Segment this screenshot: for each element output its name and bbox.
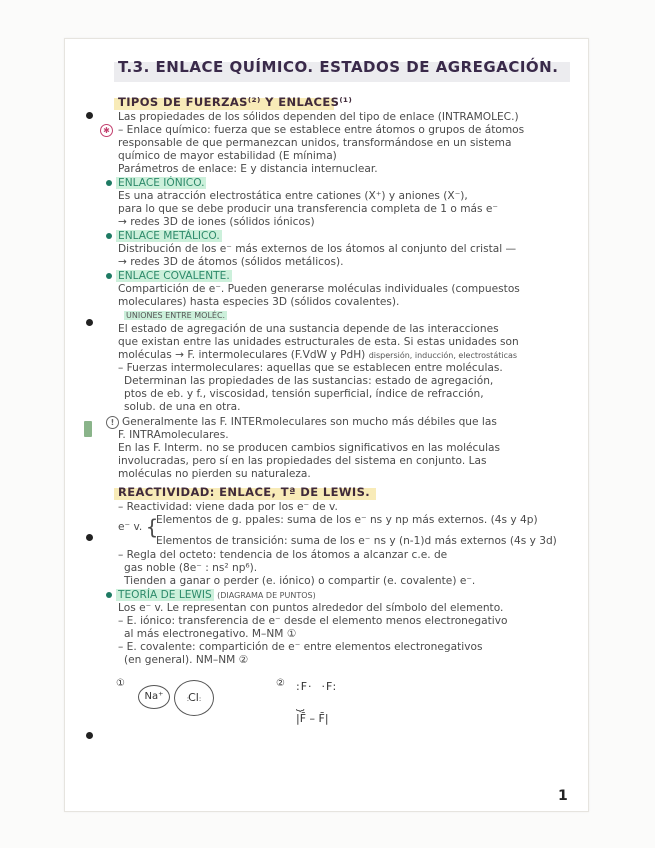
binder-hole	[86, 112, 93, 119]
text-line: Compartición de e⁻. Pueden generarse moléculas individuales (compuestos	[118, 283, 520, 295]
subheading-lewis: TEORÍA DE LEWIS (DIAGRAMA DE PUNTOS)	[106, 589, 316, 602]
text-line: Los e⁻ v. Le representan con puntos alrededor del símbolo del elemento.	[118, 602, 504, 614]
binder-hole	[86, 732, 93, 739]
text-line: químico de mayor estabilidad (E mínima)	[118, 150, 337, 162]
text-line: – Enlace químico: fuerza que se establece entre átomos o grupos de átomos	[118, 124, 525, 136]
asterisk-mark: ✱	[100, 124, 113, 137]
text-line: – E. iónico: transferencia de e⁻ desde el elemento menos electronegativo	[118, 615, 508, 627]
binder-hole	[86, 319, 93, 326]
text-line: Las propiedades de los sólidos dependen del tipo de enlace (INTRAMOLEC.)	[118, 111, 519, 123]
diagram-number: ②	[276, 678, 285, 689]
sodium-ion: Na⁺	[138, 685, 170, 709]
subheading-metalico: ENLACE METÁLICO.	[106, 230, 222, 242]
bullet-icon	[106, 233, 112, 239]
text-line: moleculares) hasta especies 3D (sólidos covalentes).	[118, 296, 400, 308]
page-number: 1	[558, 788, 568, 804]
text-line: solub. de una en otra.	[124, 401, 241, 413]
text-line: involucradas, pero sí en las propiedades del sistema en conjunto. Las	[118, 455, 487, 467]
text-line: Parámetros de enlace: E y distancia internuclear.	[118, 163, 378, 175]
text-line: → redes 3D de iones (sólidos iónicos)	[118, 216, 315, 228]
page-tab-marker	[84, 421, 92, 437]
text-line: Elementos de transición: suma de los e⁻ ns y (n-1)d más externos (4s y 3d)	[156, 535, 557, 547]
subheading-ionico: ENLACE IÓNICO.	[106, 177, 206, 189]
text-line: F. INTRAmoleculares.	[118, 429, 229, 441]
bullet-icon	[106, 180, 112, 186]
text-line: Tienden a ganar o perder (e. iónico) o compartir (e. covalente) e⁻.	[124, 575, 476, 587]
text-line: Es una atracción electrostática entre cationes (X⁺) y aniones (X⁻),	[118, 190, 468, 202]
text-line: – E. covalente: compartición de e⁻ entre elementos electronegativos	[118, 641, 483, 653]
text-line: responsable de que permanezcan unidos, transformándose en un sistema	[118, 137, 512, 149]
text-line: – Reactividad: viene dada por los e⁻ de v.	[118, 501, 338, 513]
bullet-icon	[106, 273, 112, 279]
binder-hole	[86, 534, 93, 541]
subheading-covalente: ENLACE COVALENTE.	[106, 270, 232, 282]
section-heading-fuerzas: TIPOS DE FUERZAS⁽²⁾ Y ENLACES⁽¹⁾	[118, 95, 353, 109]
fluorine-atoms: :F· ·F:	[296, 680, 338, 693]
text-line: – Fuerzas intermoleculares: aquellas que se establecen entre moléculas.	[118, 362, 503, 374]
brace-icon: ⏟	[296, 696, 305, 712]
text-line: al más electronegativo. M–NM ①	[124, 628, 297, 640]
note-mark: !	[106, 416, 119, 429]
text-line: Determinan las propiedades de las sustancias: estado de agregación,	[124, 375, 494, 387]
text-line: El estado de agregación de una sustancia depende de las interacciones	[118, 323, 499, 335]
text-line: gas noble (8e⁻ : ns² np⁶).	[124, 562, 258, 574]
text-line: (en general). NM–NM ②	[124, 654, 249, 666]
label-uniones: UNIONES ENTRE MOLÉC.	[126, 311, 226, 320]
page-title: T.3. ENLACE QUÍMICO. ESTADOS DE AGREGACIÓN.	[118, 58, 559, 76]
chloride-ion: :Cl:	[174, 680, 214, 716]
text-line: En las F. Interm. no se producen cambios significativos en las moléculas	[118, 442, 501, 454]
bullet-icon	[106, 592, 112, 598]
text-line: Generalmente las F. INTERmoleculares son mucho más débiles que las	[122, 416, 497, 428]
section-heading-reactividad: REACTIVIDAD: ENLACE, Tª DE LEWIS.	[118, 485, 371, 499]
text-line: moléculas no pierden su naturaleza.	[118, 468, 311, 480]
diagram-number: ①	[116, 678, 125, 689]
text-line: → redes 3D de átomos (sólidos metálicos).	[118, 256, 344, 268]
text-line: Elementos de g. ppales: suma de los e⁻ ns y np más externos. (4s y 4p)	[156, 514, 538, 526]
text-line: moléculas → F. intermoleculares (F.VdW y PdH) dispersión, inducción, electrostáticas	[118, 349, 518, 361]
text-line: ptos de eb. y f., viscosidad, tensión superficial, índice de refracción,	[124, 388, 484, 400]
text-line: Distribución de los e⁻ más externos de los átomos al conjunto del cristal —	[118, 243, 517, 255]
label-ev: e⁻ v. {	[118, 515, 159, 539]
text-line: para lo que se debe producir una transferencia completa de 1 o más e⁻	[118, 203, 499, 215]
text-line: – Regla del octeto: tendencia de los átomos a alcanzar c.e. de	[118, 549, 448, 561]
fluorine-molecule: |F̄ – F̄|	[296, 712, 329, 725]
text-line: que existan entre las unidades estructurales de esta. Si estas unidades son	[118, 336, 519, 348]
